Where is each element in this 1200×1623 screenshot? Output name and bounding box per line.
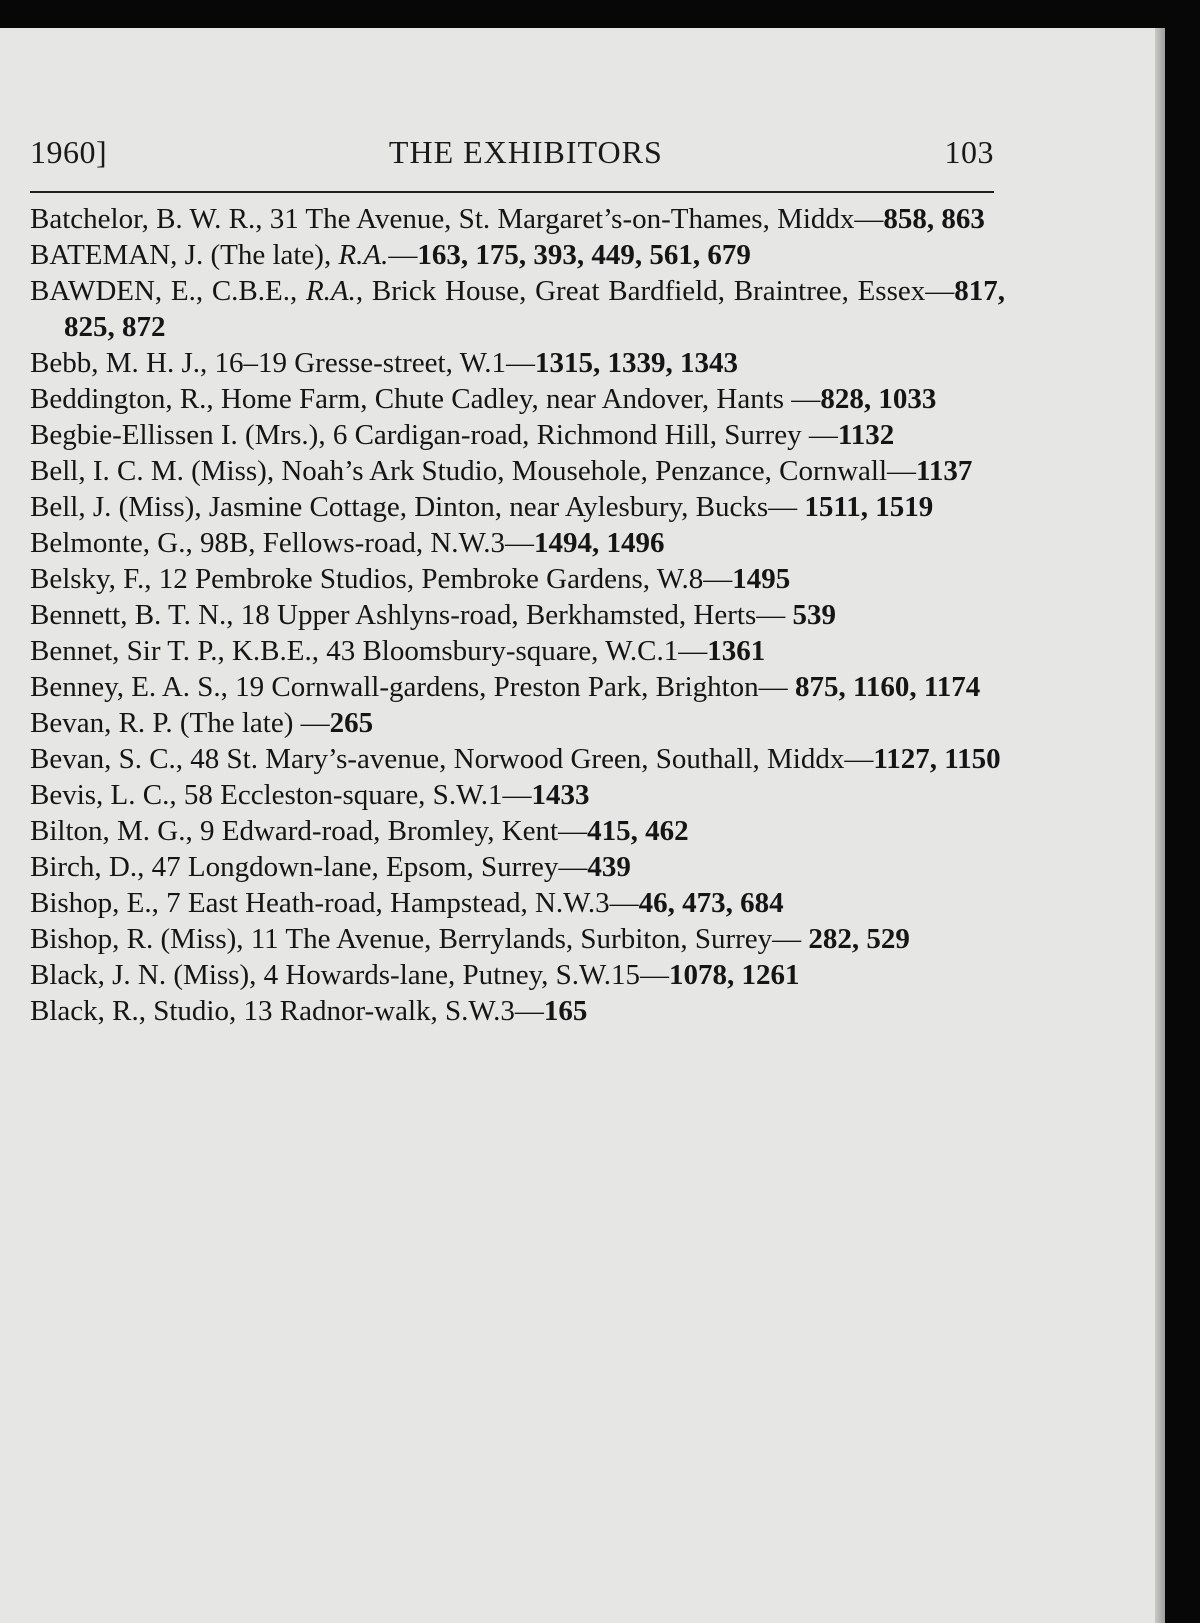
entry-numbers: 1127, 1150 xyxy=(873,743,1001,775)
entry-text: Batchelor, B. W. R., 31 The Avenue, St. Margaret’s-on-Thames, Middx— xyxy=(30,203,884,235)
list-item xyxy=(30,957,1005,993)
list-item xyxy=(30,201,1005,237)
entry-numbers: 539 xyxy=(792,599,836,631)
entry-numbers: 875, 1160, 1174 xyxy=(794,671,981,703)
entry-text: Birch, D., 47 Longdown-lane, Epsom, Surrey— xyxy=(30,851,588,883)
list-item xyxy=(30,237,1005,273)
list-item xyxy=(30,489,1005,525)
entry-numbers: 817, 825, 872 xyxy=(64,275,1005,343)
page-edge xyxy=(1155,28,1165,1623)
entry-numbers: 1078, 1261 xyxy=(669,959,800,991)
entry-text: Bishop, E., 7 East Heath-road, Hampstead, N.W.3— xyxy=(30,887,639,919)
list-item xyxy=(30,345,1005,381)
list-item xyxy=(30,669,1005,705)
entry-text: Bishop, R. (Miss), 11 The Avenue, Berrylands, Surbiton, Surrey— xyxy=(30,923,809,955)
entry-numbers: 265 xyxy=(329,707,374,739)
entry-numbers: 163, 175, 393, 449, 561, 679 xyxy=(417,239,751,271)
entry-text: Beddington, R., Home Farm, Chute Cadley, near Andover, Hants — xyxy=(30,383,821,415)
list-item xyxy=(30,525,1005,561)
entry-numbers: 165 xyxy=(543,995,588,1027)
entry-numbers: 46, 473, 684 xyxy=(638,887,784,919)
entry-text: Bennet, Sir T. P., K.B.E., 43 Bloomsbury-square, W.C.1— xyxy=(30,635,708,667)
list-item xyxy=(30,633,1005,669)
entry-text-cont: — xyxy=(388,239,418,271)
list-item xyxy=(30,777,1005,813)
entry-text: Belsky, F., 12 Pembroke Studios, Pembroke Gardens, W.8— xyxy=(30,563,733,595)
list-item xyxy=(30,993,1005,1029)
list-item xyxy=(30,849,1005,885)
entry-text: Bilton, M. G., 9 Edward-road, Bromley, Kent— xyxy=(30,815,588,847)
list-item xyxy=(30,885,1005,921)
entry-honour: R.A. xyxy=(338,239,389,271)
entry-numbers: 1137 xyxy=(916,455,973,487)
entry-numbers: 282, 529 xyxy=(808,923,910,955)
header-title: THE EXHIBITORS xyxy=(388,134,663,170)
entry-numbers: 439 xyxy=(587,851,631,883)
entry-text: Belmonte, G., 98B, Fellows-road, N.W.3— xyxy=(30,527,534,559)
list-item xyxy=(30,381,1005,417)
entry-text-cont: , Brick House, Great Bardfield, Braintree, Essex— xyxy=(355,275,955,307)
entry-text: Benney, E. A. S., 19 Cornwall-gardens, Preston Park, Brighton— xyxy=(30,671,795,703)
entry-numbers: 1433 xyxy=(531,779,590,811)
entry-numbers: 1494, 1496 xyxy=(533,527,665,559)
entry-numbers: 1361 xyxy=(707,635,766,667)
entry-honour: R.A. xyxy=(305,275,356,307)
entry-numbers: 1495 xyxy=(732,563,791,595)
list-item xyxy=(30,453,1005,489)
entry-text: Bell, J. (Miss), Jasmine Cottage, Dinton, near Aylesbury, Bucks— xyxy=(30,491,805,523)
running-header xyxy=(30,134,994,171)
page-number: 103 xyxy=(944,134,994,170)
entry-text: Bevis, L. C., 58 Eccleston-square, S.W.1— xyxy=(30,779,532,811)
list-item xyxy=(30,921,1005,957)
entry-text: Black, R., Studio, 13 Radnor-walk, S.W.3— xyxy=(30,995,544,1027)
exhibitor-list xyxy=(30,201,1005,1029)
entry-numbers: 858, 863 xyxy=(883,203,985,235)
list-item xyxy=(30,705,1005,741)
entry-numbers: 828, 1033 xyxy=(820,383,937,415)
entry-numbers: 1315, 1339, 1343 xyxy=(535,347,739,379)
list-item xyxy=(30,813,1005,849)
list-item xyxy=(30,417,1005,453)
list-item xyxy=(30,561,1005,597)
entry-text: Bennett, B. T. N., 18 Upper Ashlyns-road, Berkhamsted, Herts— xyxy=(30,599,793,631)
entry-text: BATEMAN, J. (The late), xyxy=(30,239,339,271)
entry-numbers: 415, 462 xyxy=(587,815,689,847)
entry-text: Bevan, S. C., 48 St. Mary’s-avenue, Norwood Green, Southall, Middx— xyxy=(30,743,874,775)
header-rule xyxy=(30,191,994,193)
entry-text: BAWDEN, E., C.B.E., xyxy=(30,275,306,307)
entry-text: Black, J. N. (Miss), 4 Howards-lane, Putney, S.W.15— xyxy=(30,959,670,991)
entry-numbers: 1132 xyxy=(837,419,895,451)
header-year: 1960] xyxy=(30,134,108,170)
list-item xyxy=(30,741,1005,777)
entry-text: Bebb, M. H. J., 16–19 Gresse-street, W.1— xyxy=(30,347,536,379)
list-item xyxy=(30,597,1005,633)
entry-text: Bevan, R. P. (The late) — xyxy=(30,707,330,739)
entry-numbers: 1511, 1519 xyxy=(804,491,934,523)
entry-text: Begbie-Ellissen I. (Mrs.), 6 Cardigan-road, Richmond Hill, Surrey — xyxy=(30,419,838,451)
entry-text: Bell, I. C. M. (Miss), Noah’s Ark Studio, Mousehole, Penzance, Cornwall— xyxy=(30,455,917,487)
list-item xyxy=(30,273,1005,345)
